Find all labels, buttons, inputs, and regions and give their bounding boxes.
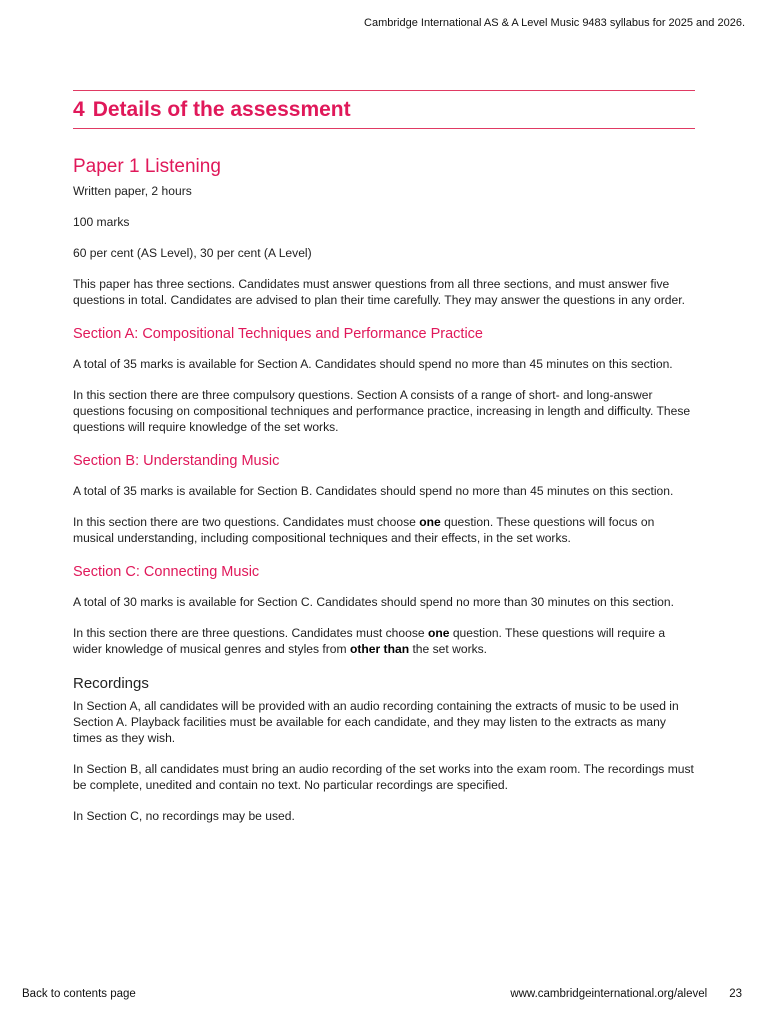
emphasis-text: one — [427, 626, 450, 640]
chapter-title: Details of the assessment — [92, 98, 351, 121]
section-b-paragraph: A total of 35 marks is available for Section B. Candidates should spend no more than 45 minutes on this section. — [73, 484, 674, 498]
paper-weighting: 60 per cent (AS Level), 30 per cent (A Level) — [73, 246, 312, 260]
recordings-paragraph: In Section B, all candidates must bring an audio recording of the set works into the exam room. The recordings must be complete, unedited and contain no text. No particular recordings are specified. — [73, 762, 694, 792]
text-run: the set works. — [409, 642, 488, 656]
section-b-heading: Section B: Understanding Music — [73, 453, 280, 469]
paper-format: Written paper, 2 hours — [73, 184, 192, 198]
footer-right — [510, 988, 742, 1000]
recordings-heading: Recordings — [73, 675, 149, 692]
recordings-paragraph: In Section A, all candidates will be provided with an audio recording containing the extracts of music to be used in Section A. Playback facilities must be available for each candidate, and they may listen to the extracts as many times as they wish. — [73, 699, 679, 745]
section-a-paragraph: A total of 35 marks is available for Section A. Candidates should spend no more than 45 minutes on this section. — [73, 357, 673, 371]
text-run: question. These questions will require a wider knowledge of musical genres and styles from — [73, 626, 666, 656]
chapter-number: 4 — [73, 98, 85, 121]
text-run: In this section there are three questions. Candidates must choose — [73, 626, 428, 640]
section-c-paragraph: A total of 30 marks is available for Section C. Candidates should spend no more than 30 minutes on this section. — [73, 595, 674, 609]
emphasis-text: one — [419, 515, 441, 529]
section-c-heading: Section C: Connecting Music — [73, 564, 260, 580]
recordings-paragraph: In Section C, no recordings may be used. — [73, 809, 295, 823]
section-a-heading: Section A: Compositional Techniques and Performance Practice — [73, 326, 483, 342]
section-b-paragraph — [73, 514, 695, 546]
running-header: Cambridge International AS & A Level Music 9483 syllabus for 2025 and 2026. — [364, 17, 745, 29]
page-content — [73, 90, 695, 824]
text-run: In this section there are two questions. Candidates must choose — [73, 515, 420, 529]
paper-intro: This paper has three sections. Candidates must answer questions from all three sections, and must answer five questions in total. Candidates are advised to plan their time carefully. They may answer the questions in any order. — [73, 277, 685, 307]
paper-title: Paper 1 Listening — [73, 156, 221, 177]
website-link[interactable]: www.cambridgeinternational.org/alevel — [510, 988, 708, 1000]
emphasis-text: other than — [349, 642, 410, 656]
back-to-contents-link[interactable]: Back to contents page — [22, 988, 136, 1000]
text-run: question. These questions will focus on musical understanding, including compositional techniques and their effects, in the set works. — [73, 515, 655, 545]
paper-marks: 100 marks — [73, 215, 130, 229]
section-a-paragraph: In this section there are three compulsory questions. Section A consists of a range of short- and long-answer questions focusing on compositional techniques and performance practice, increasing in length and difficulty. These questions will require knowledge of the set works. — [73, 388, 691, 434]
page-number: 23 — [729, 988, 742, 1000]
chapter-heading — [73, 90, 695, 129]
section-c-paragraph — [73, 625, 695, 657]
